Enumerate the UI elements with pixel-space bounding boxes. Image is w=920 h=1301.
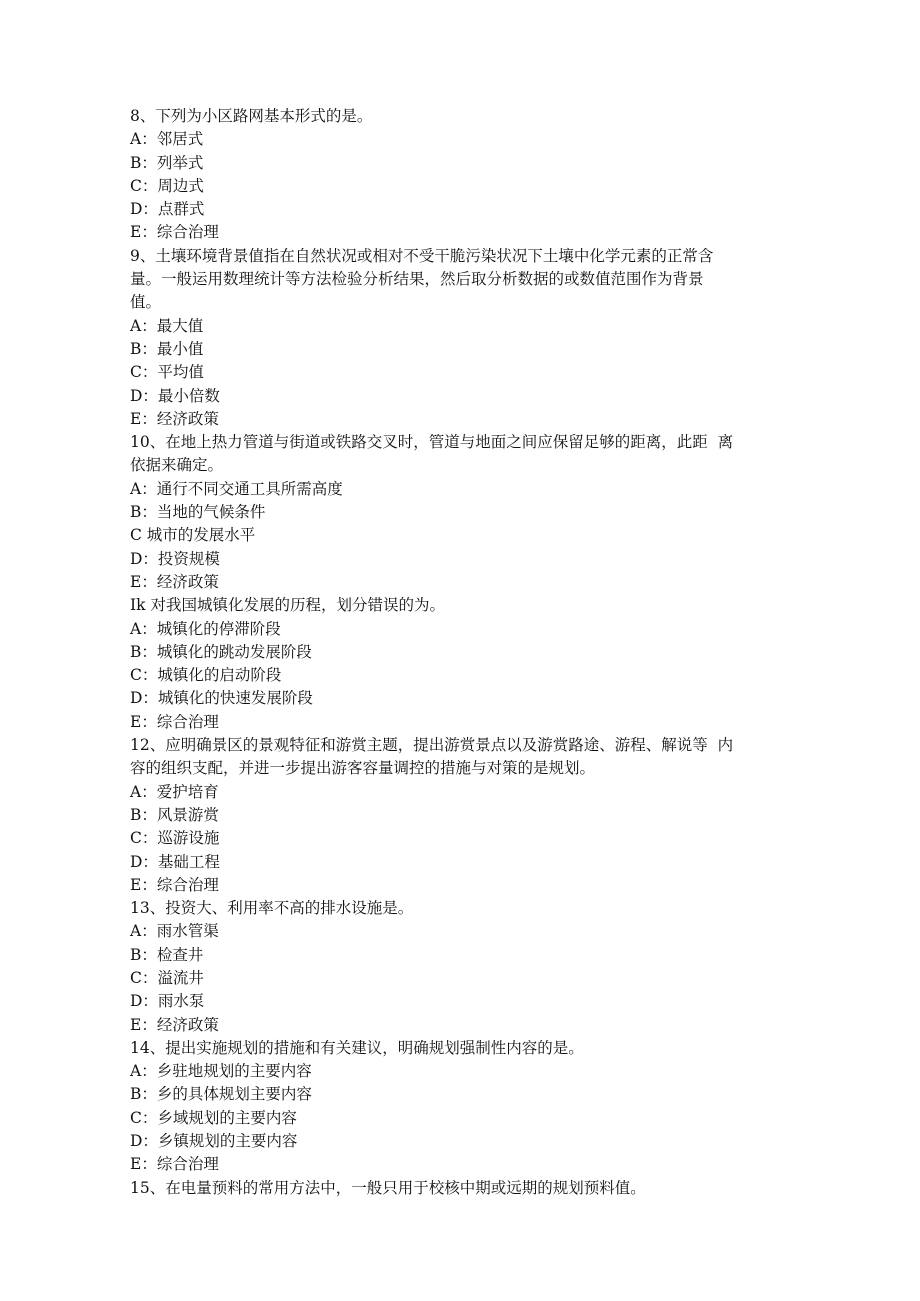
- answer-option: E：综合治理: [130, 712, 219, 731]
- answer-option: C：周边式: [130, 176, 204, 195]
- question-stem-line: 14、提出实施规划的措施和有关建议，明确规划强制性内容的是。: [130, 1038, 584, 1057]
- answer-option: B：列举式: [130, 153, 204, 172]
- question-stem-line: 9、土壤环境背景值指在自然状况或相对不受干脆污染状况下土壤中化学元素的正常含: [130, 246, 714, 265]
- answer-option: C：城镇化的启动阶段: [130, 666, 282, 685]
- answer-option: E：综合治理: [130, 1155, 219, 1174]
- answer-option: D：最小倍数: [130, 386, 220, 405]
- answer-option: A：城镇化的停滞阶段: [130, 619, 281, 638]
- question-stem-line: 量。一般运用数理统计等方法检验分析结果，然后取分析数据的或数值范围作为背景: [130, 270, 704, 289]
- question-block: [130, 431, 790, 594]
- answer-option: D：投资规模: [130, 549, 220, 568]
- answer-option: A：通行不同交通工具所需高度: [130, 479, 343, 498]
- question-block: [130, 105, 790, 245]
- answer-option: E：经济政策: [130, 409, 219, 428]
- question-stem-line: 10、在地上热力管道与街道或铁路交叉时，管道与地面之间应保留足够的距离，此距 离: [130, 433, 734, 452]
- question-block: [130, 1037, 790, 1177]
- answer-option: A：乡驻地规划的主要内容: [130, 1062, 312, 1081]
- answer-option: C：巡游设施: [130, 829, 220, 848]
- answer-option: A：邻居式: [130, 130, 204, 149]
- answer-option: D：基础工程: [130, 852, 220, 871]
- question-stem-line: 15、在电量预料的常用方法中，一般只用于校核中期或远期的规划预料值。: [130, 1178, 646, 1197]
- answer-option: B：乡的具体规划主要内容: [130, 1085, 312, 1104]
- answer-option: B：当地的气候条件: [130, 503, 266, 522]
- question-stem-line: 13、投资大、利用率不高的排水设施是。: [130, 899, 414, 918]
- answer-option: A：最大值: [130, 316, 204, 335]
- answer-option: C：溢流井: [130, 968, 204, 987]
- question-block: [130, 897, 790, 1037]
- answer-option: D：点群式: [130, 200, 205, 219]
- question-stem-line: 8、下列为小区路网基本形式的是。: [130, 107, 373, 125]
- answer-option: E：经济政策: [130, 1015, 219, 1034]
- question-list: [130, 105, 790, 1200]
- question-block: [130, 594, 790, 734]
- answer-option: B：检查井: [130, 945, 204, 964]
- answer-option: C：乡域规划的主要内容: [130, 1108, 297, 1127]
- question-stem-line: 依据来确定。: [130, 456, 224, 475]
- answer-option: E：综合治理: [130, 875, 219, 894]
- answer-option: E：综合治理: [130, 223, 219, 242]
- answer-option: C 城市的发展水平: [130, 526, 256, 545]
- answer-option: C：平均值: [130, 363, 204, 382]
- answer-option: A：爱护培育: [130, 782, 219, 801]
- question-block: [130, 1177, 790, 1200]
- answer-option: B：风景游赏: [130, 805, 219, 824]
- answer-option: D：雨水泵: [130, 992, 205, 1011]
- question-stem-line: 值。: [130, 293, 162, 312]
- answer-option: A：雨水管渠: [130, 922, 219, 941]
- answer-option: B：最小值: [130, 339, 204, 358]
- question-stem-line: Ik 对我国城镇化发展的历程，划分错误的为。: [130, 596, 445, 615]
- question-block: [130, 734, 790, 897]
- question-block: [130, 245, 790, 431]
- question-stem-line: 12、应明确景区的景观特征和游赏主题，提出游赏景点以及游赏路途、游程、解说等 内: [130, 736, 734, 755]
- answer-option: D：城镇化的快速发展阶段: [130, 689, 313, 708]
- answer-option: E：经济政策: [130, 572, 219, 591]
- answer-option: B：城镇化的跳动发展阶段: [130, 642, 312, 661]
- answer-option: D：乡镇规划的主要内容: [130, 1132, 298, 1151]
- question-stem-line: 容的组织支配，并进一步提出游客容量调控的措施与对策的是规划。: [130, 759, 596, 778]
